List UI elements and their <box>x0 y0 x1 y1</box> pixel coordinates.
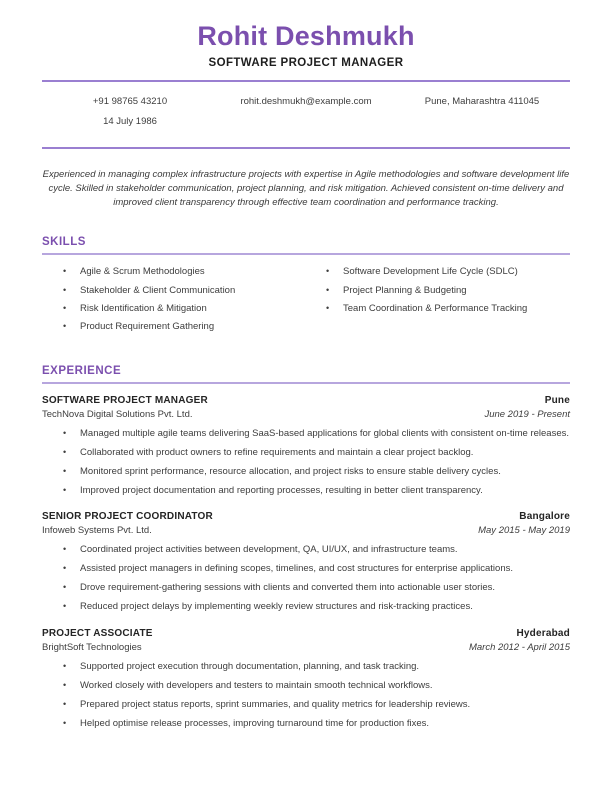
job-entry <box>42 395 570 498</box>
skill-label: Software Development Life Cycle (SDLC) <box>343 266 518 278</box>
skill-label: Project Planning & Budgeting <box>343 284 467 296</box>
bullet-icon: • <box>63 718 67 729</box>
job-bullet <box>63 582 570 595</box>
job-title: SENIOR PROJECT COORDINATOR <box>42 511 213 523</box>
job-company: TechNova Digital Solutions Pvt. Ltd. <box>42 408 193 420</box>
contact-col-center <box>218 96 394 128</box>
bullet-icon: • <box>326 303 330 314</box>
job-dates: June 2019 - Present <box>484 408 570 420</box>
job-bullet <box>63 718 570 731</box>
job-header <box>42 628 570 639</box>
job-bullet-list <box>42 428 570 498</box>
job-bullet-list <box>42 661 570 731</box>
skill-item <box>326 303 570 315</box>
contact-col-left <box>42 96 218 128</box>
bullet-icon: • <box>63 446 67 457</box>
skill-item <box>326 266 570 278</box>
job-bullet-text: Managed multiple agile teams delivering SaaS-based applications for global clients with consistent on-time releases. <box>80 427 569 439</box>
bullet-icon: • <box>63 699 67 710</box>
job-bullet-text: Worked closely with developers and testers to maintain smooth technical workflows. <box>80 680 433 692</box>
contact-phone: +91 98765 43210 <box>92 95 168 107</box>
skill-item <box>63 321 307 333</box>
bullet-icon: • <box>63 427 67 438</box>
job-bullet-list <box>42 544 570 614</box>
bullet-icon: • <box>63 465 67 476</box>
job-bullet-text: Helped optimise release processes, improving turnaround time for production fixes. <box>80 718 430 730</box>
skills-column-right <box>307 266 570 339</box>
skill-label: Product Requirement Gathering <box>80 321 215 333</box>
job-title: PROJECT ASSOCIATE <box>42 627 153 639</box>
job-dates: May 2015 - May 2019 <box>478 525 570 537</box>
experience-heading: EXPERIENCE <box>42 364 122 377</box>
skills-divider <box>42 253 570 255</box>
contact-email: rohit.deshmukh@example.com <box>240 95 372 107</box>
skill-label: Team Coordination & Performance Tracking <box>343 303 528 315</box>
bullet-icon: • <box>63 284 67 295</box>
skills-column-left <box>42 266 307 339</box>
bullet-icon: • <box>63 582 67 593</box>
skill-item <box>63 303 307 315</box>
job-bullet <box>63 699 570 712</box>
job-bullet-text: Collaborated with product owners to refine requirements and maintain a clear project backlog. <box>80 446 474 458</box>
bullet-icon: • <box>326 266 330 277</box>
summary-text: Experienced in managing complex infrastructure projects with expertise in Agile methodologies and software development life cycle. Skilled in stakeholder communication, project planning, and risk mitigation. Achieved consistent on-time delivery and improved client transparency through effective team coordination and performance tracking. <box>42 168 570 209</box>
job-title: SOFTWARE PROJECT MANAGER <box>42 394 208 406</box>
job-location: Hyderabad <box>516 627 570 639</box>
skill-item <box>63 266 307 278</box>
bullet-icon: • <box>63 660 67 671</box>
job-subheader <box>42 525 570 536</box>
job-bullet-text: Drove requirement-gathering sessions with clients and converted them into actionable user stories. <box>80 582 496 594</box>
job-company: BrightSoft Technologies <box>42 641 142 653</box>
job-location: Bangalore <box>519 511 570 523</box>
contact-row <box>42 96 570 128</box>
job-bullet <box>63 661 570 674</box>
skills-heading: SKILLS <box>42 236 86 249</box>
bullet-icon: • <box>63 266 67 277</box>
job-header <box>42 511 570 522</box>
experience-divider <box>42 382 570 384</box>
contact-col-right <box>394 96 570 128</box>
skill-label: Risk Identification & Mitigation <box>80 303 207 315</box>
job-subheader <box>42 409 570 420</box>
job-entry <box>42 628 570 731</box>
job-bullet-text: Improved project documentation and reporting processes, resulting in better client transparency. <box>80 484 483 496</box>
bullet-icon: • <box>63 303 67 314</box>
job-bullet <box>63 601 570 614</box>
bullet-icon: • <box>63 544 67 555</box>
contact-birthdate: 14 July 1986 <box>103 115 157 127</box>
job-bullet <box>63 466 570 479</box>
person-role: SOFTWARE PROJECT MANAGER <box>208 56 404 69</box>
header-divider <box>42 80 570 82</box>
job-bullet <box>63 447 570 460</box>
job-bullet-text: Assisted project managers in defining scopes, timelines, and cost structures for enterprise applications. <box>80 563 513 575</box>
job-bullet <box>63 544 570 557</box>
job-bullet-text: Prepared project status reports, sprint summaries, and quality metrics for leadership reviews. <box>80 699 471 711</box>
bullet-icon: • <box>63 321 67 332</box>
job-bullet <box>63 680 570 693</box>
contact-location: Pune, Maharashtra 411045 <box>424 95 540 107</box>
job-location: Pune <box>544 394 570 406</box>
job-entry <box>42 511 570 614</box>
job-bullet-text: Reduced project delays by implementing weekly review structures and risk-tracking practices. <box>80 601 473 613</box>
bullet-icon: • <box>63 601 67 612</box>
bullet-icon: • <box>63 680 67 691</box>
job-header <box>42 395 570 406</box>
job-subheader <box>42 642 570 653</box>
job-bullet-text: Coordinated project activities between development, QA, UI/UX, and infrastructure teams. <box>80 544 458 556</box>
person-name: Rohit Deshmukh <box>197 21 415 51</box>
job-bullet <box>63 485 570 498</box>
skill-item <box>63 285 307 297</box>
job-company: Infoweb Systems Pvt. Ltd. <box>42 525 152 537</box>
job-bullet-text: Monitored sprint performance, resource allocation, and project risks to ensure stable delivery cycles. <box>80 465 501 477</box>
job-bullet <box>63 428 570 441</box>
bullet-icon: • <box>326 284 330 295</box>
job-dates: March 2012 - April 2015 <box>468 641 570 653</box>
job-bullet <box>63 563 570 576</box>
skill-item <box>326 285 570 297</box>
bullet-icon: • <box>63 563 67 574</box>
skills-list <box>42 266 570 339</box>
contact-divider <box>42 147 570 149</box>
bullet-icon: • <box>63 484 67 495</box>
job-bullet-text: Supported project execution through documentation, planning, and task tracking. <box>80 660 420 672</box>
skill-label: Stakeholder & Client Communication <box>80 284 236 296</box>
skill-label: Agile & Scrum Methodologies <box>80 266 205 278</box>
